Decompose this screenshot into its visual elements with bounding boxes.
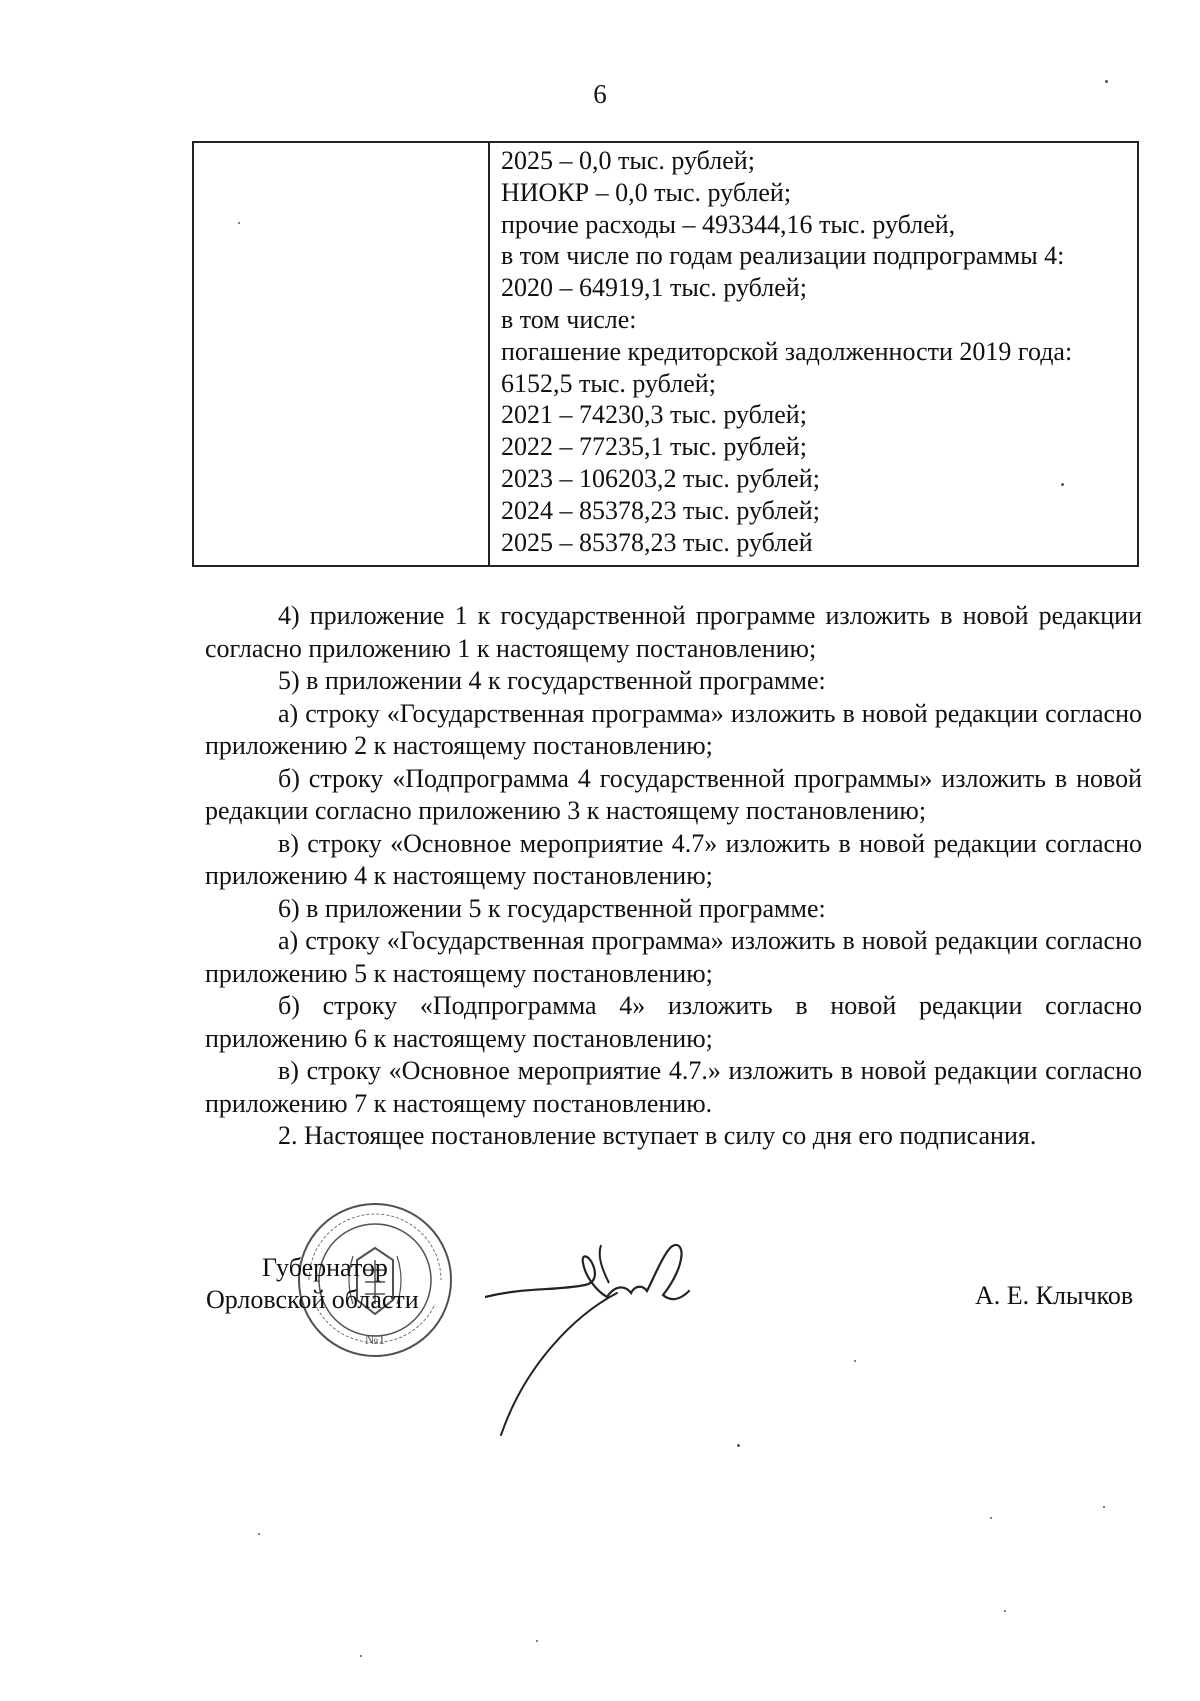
- paragraph-effective-date: 2. Настоящее постановление вступает в силу со дня его подписания.: [278, 1121, 1037, 1150]
- financing-line: 2020 – 64919,1 тыс. рублей;: [501, 273, 807, 303]
- financing-line: 2024 – 85378,23 тыс. рублей;: [501, 495, 820, 525]
- table-right-cell: [490, 143, 1137, 565]
- scan-speck: [258, 1533, 260, 1535]
- svg-text:№1: №1: [364, 1333, 386, 1348]
- financing-line: в том числе по годам реализации подпрограммы 4:: [501, 241, 1065, 271]
- financing-line: прочие расходы – 493344,16 тыс. рублей,: [501, 209, 956, 239]
- financing-line: в том числе:: [501, 304, 637, 334]
- financing-table: [192, 141, 1139, 567]
- scan-speck: [1103, 1506, 1105, 1508]
- financing-line: погашение кредиторской задолженности 2019 года:: [501, 336, 1073, 366]
- scan-speck: [854, 1360, 856, 1362]
- paragraph-item-4: 4) приложение 1 к государственной программе изложить в новой редакции согласно приложению 1 к настоящему постановлению;: [205, 601, 1142, 663]
- scan-speck: [1105, 80, 1108, 83]
- financing-line: 2021 – 74230,3 тыс. рублей;: [501, 400, 807, 430]
- financing-line: 2023 – 106203,2 тыс. рублей;: [501, 463, 820, 493]
- paragraph-item-5v: в) строку «Основное мероприятие 4.7» изложить в новой редакции согласно приложению 4 к настоящему постановлению;: [205, 828, 1142, 890]
- document-body: [205, 600, 1142, 1153]
- scan-speck: [238, 222, 240, 224]
- page-number: 6: [593, 79, 607, 109]
- signer-name: А. Е. Клычков: [975, 1281, 1134, 1310]
- scan-speck: [1061, 483, 1064, 486]
- paragraph-item-5: 5) в приложении 4 к государственной программе:: [278, 666, 826, 695]
- paragraph-item-5a: а) строку «Государственная программа» изложить в новой редакции согласно приложению 2 к настоящему постановлению;: [205, 698, 1142, 760]
- financing-line: 2025 – 85378,23 тыс. рублей: [501, 527, 813, 557]
- signature-block: [0, 1200, 1200, 1460]
- signer-region: Орловской области: [206, 1285, 419, 1314]
- scan-speck: [360, 1655, 362, 1657]
- paragraph-item-6a: а) строку «Государственная программа» изложить в новой редакции согласно приложению 5 к настоящему постановлению;: [205, 926, 1142, 988]
- financing-line: 2022 – 77235,1 тыс. рублей;: [501, 432, 807, 462]
- paragraph-item-5b: б) строку «Подпрограмма 4 государственной программы» изложить в новой редакции согласно приложению 3 к настоящему постановлению;: [205, 763, 1142, 825]
- scan-speck: [990, 1517, 992, 1519]
- signer-title: Губернатор: [262, 1253, 388, 1282]
- financing-line: 6152,5 тыс. рублей;: [501, 368, 716, 398]
- scan-speck: [1004, 1610, 1006, 1612]
- financing-line: 2025 – 0,0 тыс. рублей;: [501, 146, 755, 175]
- paragraph-item-6v: в) строку «Основное мероприятие 4.7.» изложить в новой редакции согласно приложению 7 к настоящему постановлению.: [205, 1056, 1142, 1118]
- handwritten-signature-icon: [485, 1235, 725, 1450]
- financing-line: НИОКР – 0,0 тыс. рублей;: [501, 177, 792, 207]
- table-left-cell: [194, 143, 490, 565]
- paragraph-item-6: 6) в приложении 5 к государственной программе:: [278, 893, 826, 923]
- scan-speck: [536, 1640, 538, 1642]
- scan-speck: [737, 1444, 740, 1447]
- paragraph-item-6b: б) строку «Подпрограмма 4» изложить в новой редакции согласно приложению 6 к настоящему постановлению;: [205, 991, 1142, 1053]
